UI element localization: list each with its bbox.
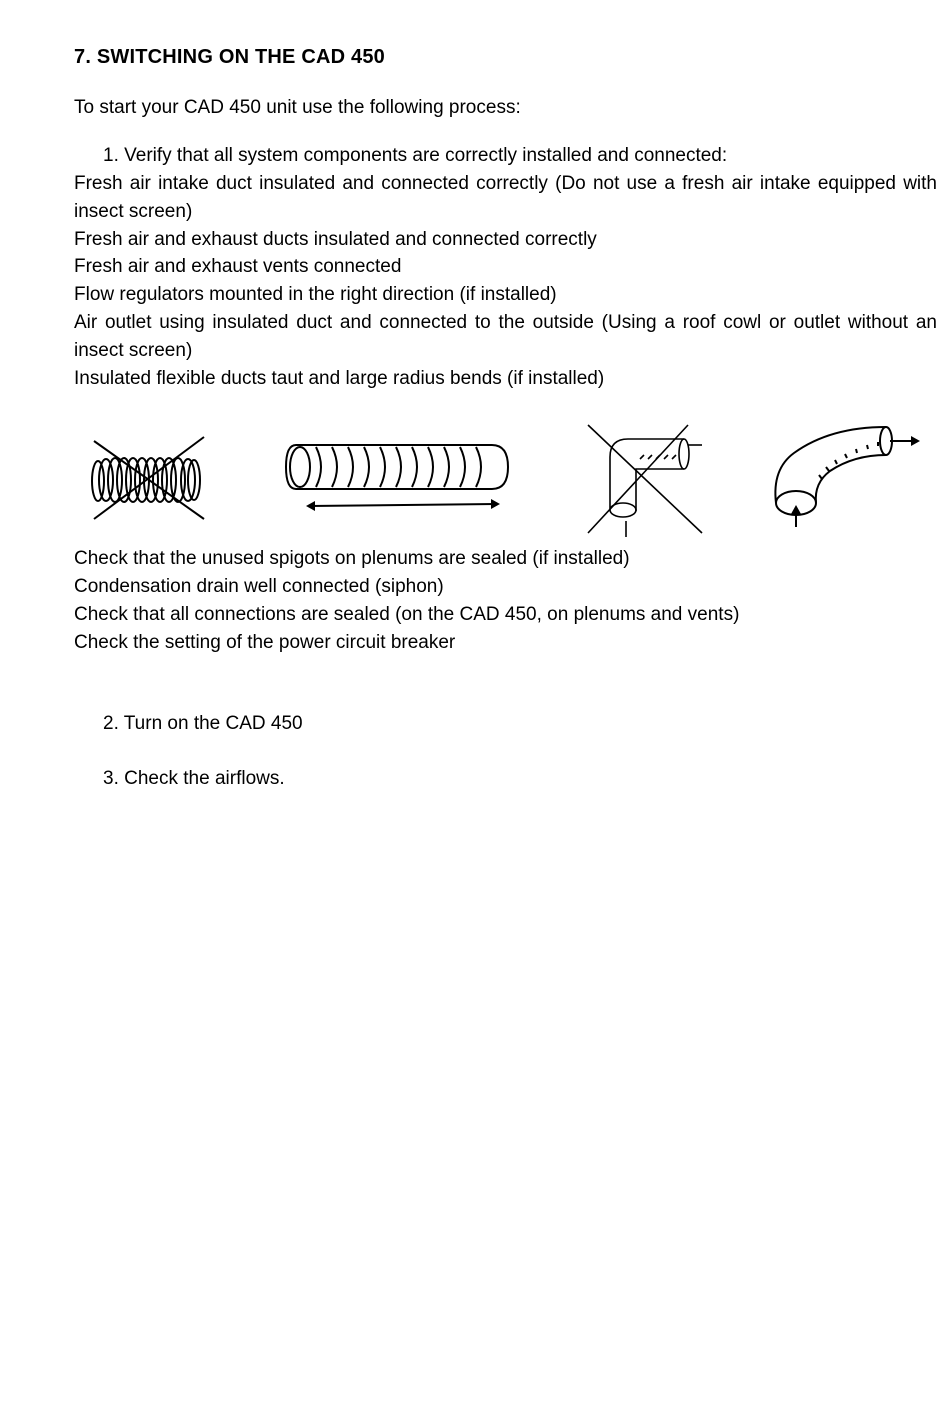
large-radius-bend-icon — [770, 419, 926, 531]
compressed-duct-crossed-icon — [86, 433, 208, 523]
checklist-item: Fresh air intake duct insulated and connected correctly (Do not use a fresh air intake equipped with insect screen) — [74, 173, 937, 222]
duct-illustrations — [0, 415, 950, 545]
checklist-item: Condensation drain well connected (siphon) — [74, 576, 444, 597]
checklist-item: Check that the unused spigots on plenums are sealed (if installed) — [74, 548, 630, 569]
checklist-item: Fresh air and exhaust vents connected — [74, 256, 402, 278]
step-1: 1. Verify that all system components are correctly installed and connected: — [103, 145, 728, 166]
section-heading: 7. SWITCHING ON THE CAD 450 — [74, 46, 385, 68]
checklist-connections — [74, 545, 937, 657]
checklist-item: Flow regulators mounted in the right direction (if installed) — [74, 284, 557, 306]
taut-duct-icon — [282, 443, 514, 518]
checklist-item: Check that all connections are sealed (on the CAD 450, on plenums and vents) — [74, 604, 740, 625]
checklist-item: Insulated flexible ducts taut and large radius bends (if installed) — [74, 367, 605, 389]
checklist-item: Air outlet using insulated duct and connected to the outside (Using a roof cowl or outlet without an insect screen) — [74, 311, 937, 361]
checklist-item: Fresh air and exhaust ducts insulated and connected correctly — [74, 228, 597, 250]
step-3: 3. Check the airflows. — [103, 768, 285, 789]
checklist-item: Check the setting of the power circuit breaker — [74, 632, 456, 653]
checklist-installation — [74, 170, 937, 392]
step-2: 2. Turn on the CAD 450 — [103, 713, 303, 734]
sharp-bend-crossed-icon — [584, 421, 710, 541]
intro-text: To start your CAD 450 unit use the following process: — [74, 97, 521, 118]
